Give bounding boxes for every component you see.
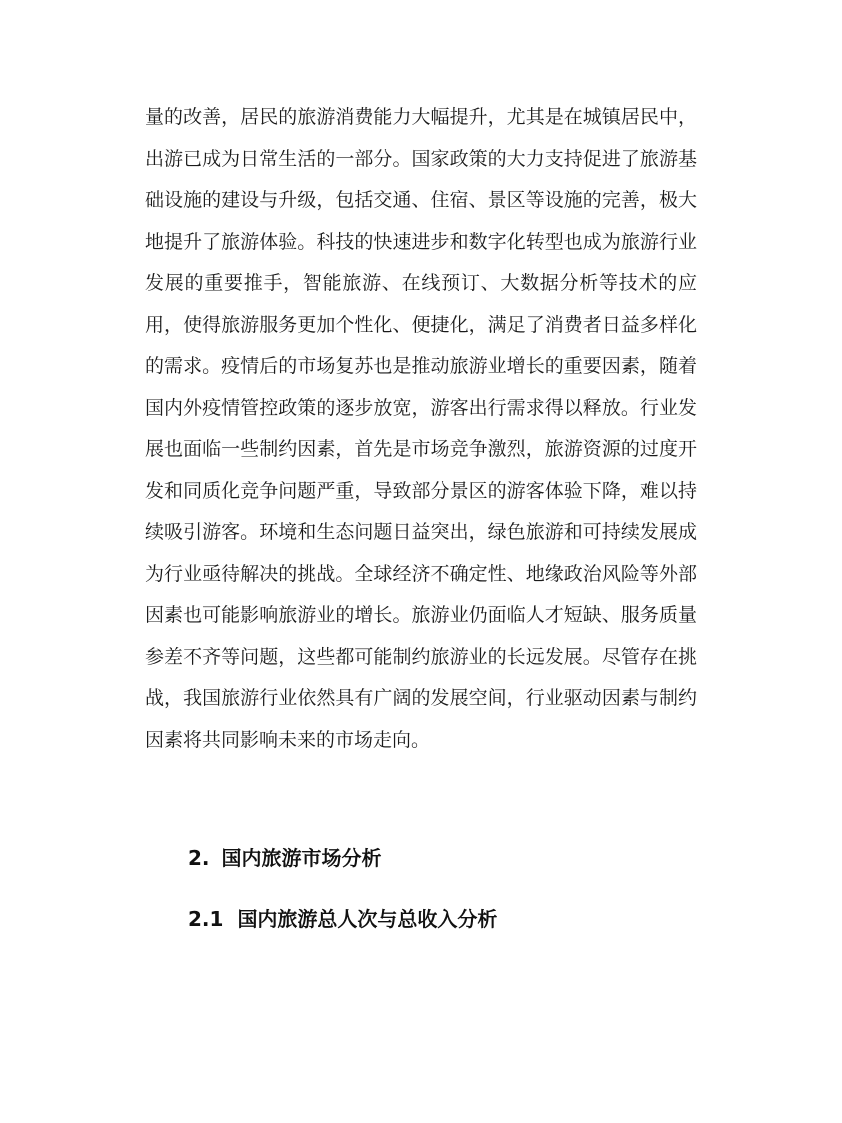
subsection-heading bbox=[188, 903, 497, 932]
section-heading bbox=[188, 842, 382, 871]
section-title: 国内旅游市场分析 bbox=[221, 846, 382, 870]
subsection-number: 2.1 bbox=[188, 907, 224, 931]
body-paragraph: 量的改善，居民的旅游消费能力大幅提升，尤其是在城镇居民中，出游已成为日常生活的一部分。国家政策的大力支持促进了旅游基础设施的建设与升级，包括交通、住宿、景区等设施的完善，极大地提升了旅游体验。科技的快速进步和数字化转型也成为旅游行业发展的重要推手，智能旅游、在线预订、大数据分析等技术的应用，使得旅游服务更加个性化、便捷化，满足了消费者日益多样化的需求。疫情后的市场复苏也是推动旅游业增长的重要因素，随着国内外疫情管控政策的逐步放宽，游客出行需求得以释放。行业发展也面临一些制约因素，首先是市场竞争激烈，旅游资源的过度开发和同质化竞争问题严重，导致部分景区的游客体验下降，难以持续吸引游客。环境和生态问题日益突出，绿色旅游和可持续发展成为行业亟待解决的挑战。全球经济不确定性、地缘政治风险等外部因素也可能影响旅游业的增长。旅游业仍面临人才短缺、服务质量参差不齐等问题，这些都可能制约旅游业的长远发展。尽管存在挑战，我国旅游行业依然具有广阔的发展空间，行业驱动因素与制约因素将共同影响未来的市场走向。 bbox=[145, 106, 697, 751]
section-number: 2. bbox=[188, 846, 210, 870]
subsection-title: 国内旅游总人次与总收入分析 bbox=[237, 907, 498, 931]
